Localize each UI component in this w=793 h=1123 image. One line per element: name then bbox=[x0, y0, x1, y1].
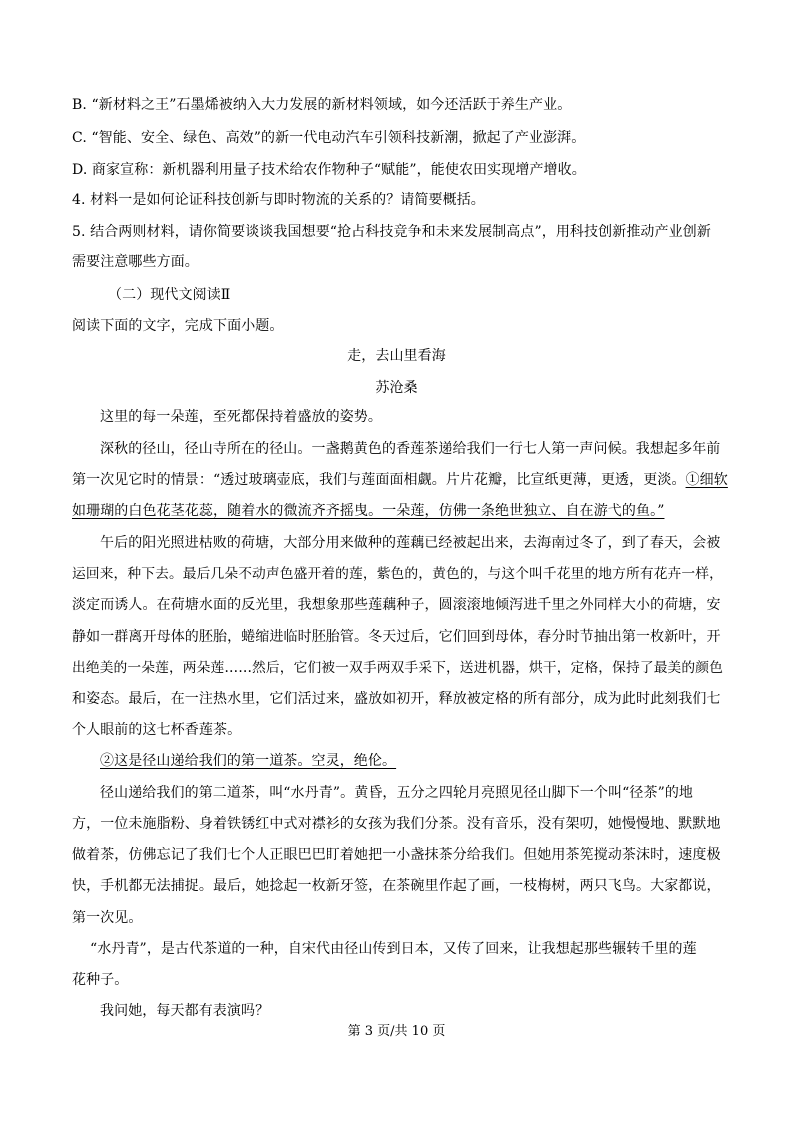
section-heading: （二）现代文阅读Ⅱ bbox=[108, 287, 231, 303]
article-author: 苏沧桑 bbox=[375, 380, 418, 396]
paragraph-line: 径山递给我们的第二道茶，叫“水丹青”。黄昏，五分之四轮月亮照见径山脚下一个叫“径茶”的地 bbox=[100, 785, 694, 801]
paragraph-line: 快，手机都无法捕捉。最后，她捻起一枚新牙签，在茶碗里作起了画，一枝梅树，两只飞鸟。大家都说， bbox=[72, 878, 721, 894]
paragraph-text: 第一次见它时的情景：“透过玻璃壶底，我们与莲面面相觑。片片花瓣，比宣纸更薄，更透，更淡。 bbox=[72, 472, 686, 488]
option-b: B. “新材料之王”石墨烯被纳入大力发展的新材料领域，如今还活跃于养生产业。 bbox=[72, 97, 572, 113]
paragraph-line: 花种子。 bbox=[72, 972, 129, 988]
paragraph-line: 个人眼前的这七杯香莲茶。 bbox=[72, 722, 242, 738]
option-d: D. 商家宣称：新机器利用量子技术给农作物种子“赋能”，能使农田实现增产增收。 bbox=[72, 162, 586, 178]
paragraph-line: 我问她，每天都有表演吗？ bbox=[100, 1003, 270, 1019]
paragraph-line: 做着茶，仿佛忘记了我们七个人正眼巴巴盯着她把一小盏抹茶分给我们。但她用茶筅搅动茶沫时，速度极 bbox=[72, 847, 721, 863]
underlined-sentence-1: ①细软 bbox=[685, 472, 728, 488]
paragraph-line: 静如一群离开母体的胚胎，蜷缩进临时胚胎管。冬天过后，它们回到母体，春分时节抽出第一枚新叶，开 bbox=[72, 629, 721, 645]
paragraph-line: “水丹青”，是古代茶道的一种，自宋代由径山传到日本，又传了回来，让我想起那些辗转千里的莲 bbox=[90, 941, 697, 957]
underlined-sentence-1-continued: 如珊瑚的白色花茎花蕊，随着水的微流齐齐摇曳。一朵莲，仿佛一条绝世独立、自在游弋的鱼。” bbox=[72, 503, 665, 519]
question-5: 5. 结合两则材料，请你简要谈谈我国想要“抢占科技竞争和未来发展制高点”，用科技创新推动产业创新 bbox=[72, 224, 711, 240]
question-4: 4. 材料一是如何论证科技创新与即时物流的关系的？请简要概括。 bbox=[72, 192, 485, 208]
paragraph-line: 第一次见。 bbox=[72, 910, 143, 926]
paragraph-line: 方，一位未施脂粉、身着铁锈红中式对襟衫的女孩为我们分茶。没有音乐，没有架叨，她慢慢地、默默地 bbox=[72, 816, 721, 832]
page-footer: 第 3 页/共 10 页 bbox=[347, 1024, 446, 1039]
paragraph-line bbox=[72, 470, 732, 490]
paragraph-line: 这里的每一朵莲，至死都保持着盛放的姿势。 bbox=[100, 409, 382, 425]
paragraph-line: 和姿态。最后，在一注热水里，它们活过来，盛放如初开，释放被定格的所有部分，成为此时此刻我们七 bbox=[72, 691, 721, 707]
paragraph-line: 淡定而诱人。在荷塘水面的反光里，我想象那些莲藕种子，圆滚滚地倾泻进千里之外同样大小的荷塘，安 bbox=[72, 597, 721, 613]
underlined-sentence-2: ②这是径山递给我们的第一道茶。空灵，绝伦。 bbox=[100, 753, 397, 769]
paragraph-line: 午后的阳光照进枯败的荷塘，大部分用来做种的莲藕已经被起出来，去海南过冬了，到了春天，会被 bbox=[100, 535, 721, 551]
paragraph-line: 出绝美的一朵莲，两朵莲……然后，它们被一双手两双手采下，送进机器，烘干，定格，保持了最美的颜色 bbox=[72, 660, 723, 676]
reading-instruction: 阅读下面的文字，完成下面小题。 bbox=[72, 318, 284, 334]
paragraph-line: 深秋的径山，径山寺所在的径山。一盏鹅黄色的香莲茶递给我们一行七人第一声问候。我想起多年前 bbox=[100, 441, 721, 457]
question-5-continued: 需要注意哪些方面。 bbox=[72, 254, 199, 270]
article-title: 走，去山里看海 bbox=[347, 348, 446, 364]
option-c: C. “智能、安全、绿色、高效”的新一代电动汽车引领科技新潮，掀起了产业澎湃。 bbox=[72, 130, 586, 146]
paragraph-line: 运回来，种下去。最后几朵不动声色盛开着的莲，紫色的，黄色的，与这个叫千花里的地方所有花卉一样， bbox=[72, 566, 723, 582]
